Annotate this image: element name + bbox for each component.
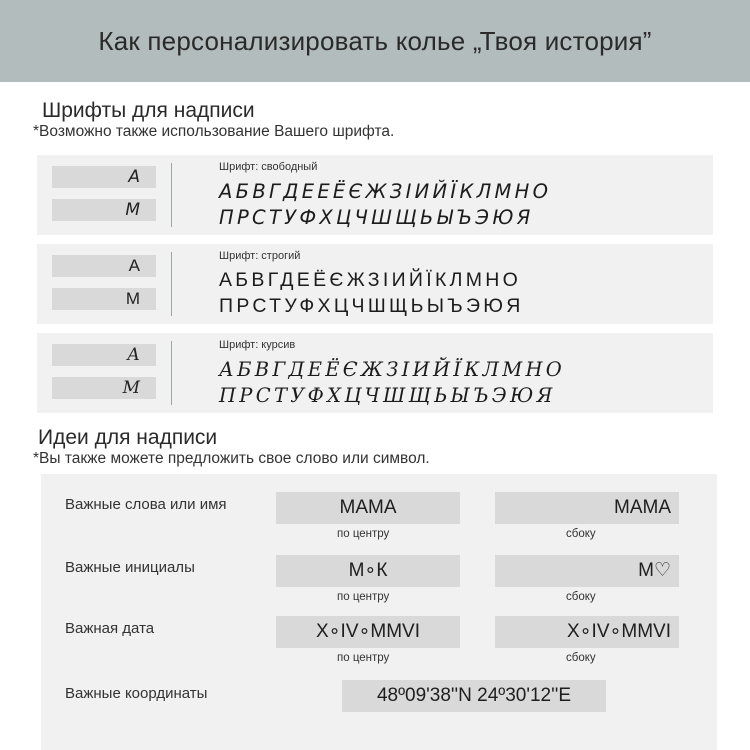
idea-center-caption: по центру (337, 652, 390, 664)
font-card-cursive (37, 333, 713, 413)
fonts-section-title: Шрифты для надписи (42, 99, 255, 122)
sample-upper: А (52, 166, 156, 188)
alphabet-row-2: ПРСТУФХЦЧШЩЬЫЪЭЮЯ (219, 384, 556, 407)
alphabet-row-1: АБВГДЕЁЄЖЗІИЙЇКЛМНО (219, 358, 566, 381)
idea-center-caption: по центру (337, 528, 390, 540)
idea-center-date: X∘IV∘MMVI (276, 616, 460, 648)
page-title: Как персонализировать колье „Твоя история” (98, 25, 652, 56)
alphabet-row-1: АБВГДЕЁЄЖЗІИЙЇКЛМНО (219, 269, 522, 291)
idea-center-caption: по центру (337, 591, 390, 603)
idea-side-caption: сбоку (566, 591, 596, 603)
idea-side-caption: сбоку (566, 528, 596, 540)
sample-lower: М (52, 377, 156, 399)
alphabet-row-2: ПРСТУФХЦЧШЩЬЫЪЭЮЯ (219, 295, 524, 317)
idea-side-caption: сбоку (566, 652, 596, 664)
sample-upper: А (52, 344, 156, 366)
idea-side-words: МАМА (495, 492, 679, 524)
font-label: Шрифт: свободный (219, 161, 318, 173)
idea-label-date: Важная дата (65, 620, 155, 637)
idea-label-coordinates: Важные координаты (65, 685, 208, 702)
idea-label-initials: Важные инициалы (65, 559, 195, 576)
alphabet-row-2: ПРСТУФХЦЧШЩЬЫЪЭЮЯ (219, 206, 534, 229)
idea-side-initials: М♡ (495, 555, 679, 587)
alphabet-row-1: АБВГДЕЕЁЄЖЗІИЙЇКЛМНО (219, 180, 552, 203)
font-label: Шрифт: курсив (219, 339, 296, 351)
font-label: Шрифт: строгий (219, 250, 301, 262)
idea-coordinates-value: 48º09'38''N 24º30'12''E (342, 680, 606, 712)
font-card-free (37, 155, 713, 235)
ideas-section-title: Идеи для надписи (38, 426, 218, 449)
idea-center-initials: М∘К (276, 555, 460, 587)
divider (171, 252, 172, 316)
ideas-section-note: *Вы также можете предложить свое слово или символ. (33, 450, 430, 467)
idea-center-words: МАМА (276, 492, 460, 524)
sample-upper: А (52, 255, 156, 277)
idea-side-date: X∘IV∘MMVI (495, 616, 679, 648)
idea-label-words: Важные слова или имя (65, 496, 227, 513)
ideas-panel (41, 474, 717, 750)
sample-lower: М (52, 199, 156, 221)
divider (171, 163, 172, 227)
sample-lower: М (52, 288, 156, 310)
header-banner (0, 0, 750, 82)
divider (171, 341, 172, 405)
font-card-strict (37, 244, 713, 324)
fonts-section-note: *Возможно также использование Вашего шрифта. (33, 123, 395, 140)
